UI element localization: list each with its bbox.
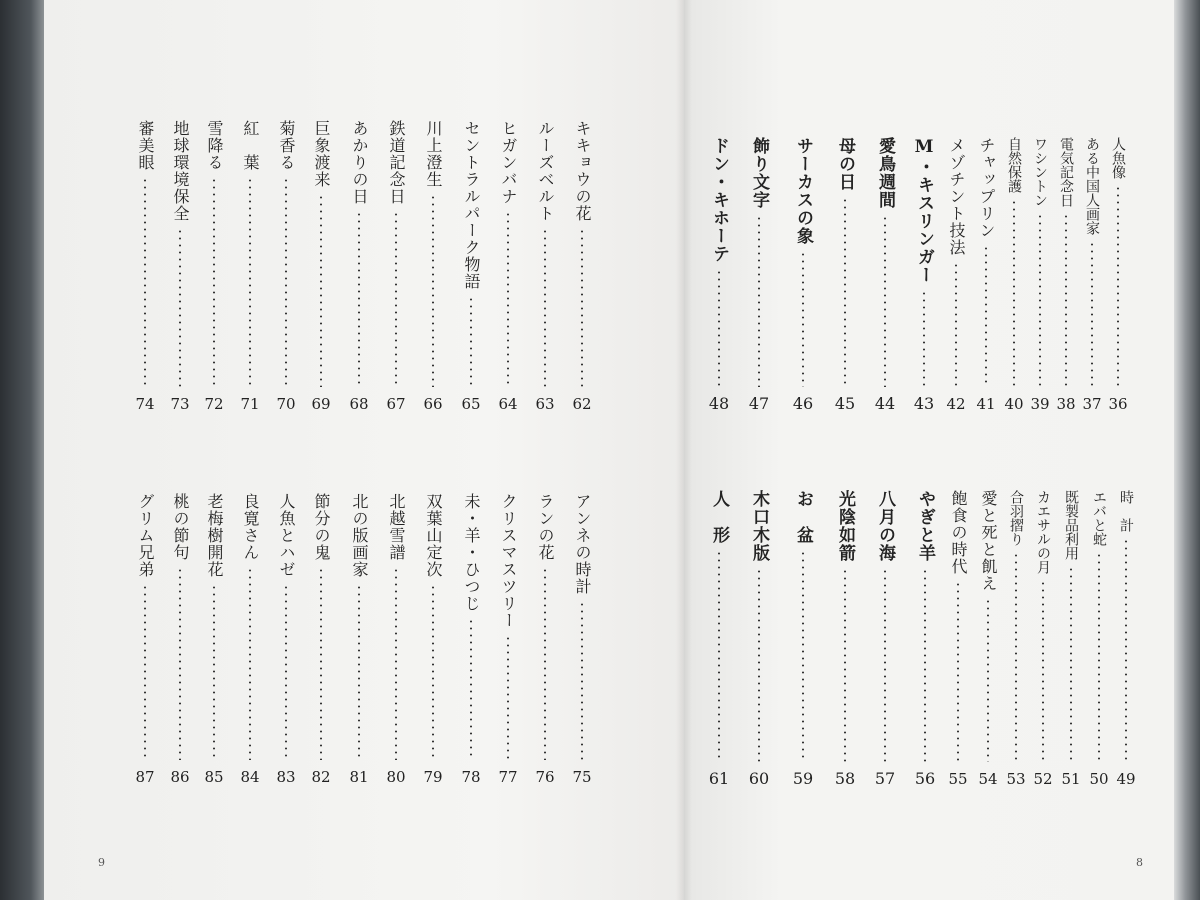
toc-entry: [169, 493, 191, 786]
dot-leader: [924, 568, 926, 762]
toc-entry-page-number: 54: [978, 770, 998, 788]
toc-entry-page-number: 41: [976, 395, 996, 413]
toc-entry-page-number: 84: [240, 768, 260, 786]
dot-leader: [1042, 580, 1044, 762]
dot-leader: [507, 635, 509, 760]
dot-leader: [1013, 199, 1015, 387]
toc-entry-title: アンネの時計: [573, 493, 592, 595]
toc-entry-title: 未・羊・ひつじ: [462, 493, 481, 612]
toc-entry-title: 自然保護: [1006, 137, 1022, 193]
dot-leader: [1065, 213, 1067, 387]
toc-entry: [874, 137, 896, 413]
toc-entry: [169, 120, 191, 413]
toc-entry-title: 鉄道記念日: [387, 120, 406, 205]
toc-entry-title: 雪降る: [205, 120, 224, 171]
toc-entry-page-number: 78: [461, 768, 481, 786]
toc-entry-page-number: 39: [1030, 395, 1050, 413]
toc-entry-title: 桃の節句: [171, 493, 190, 561]
toc-entry-page-number: 69: [311, 395, 331, 413]
dot-leader: [1091, 241, 1093, 387]
dot-leader: [249, 567, 251, 760]
toc-entry-page-number: 55: [948, 770, 968, 788]
toc-entry: [977, 490, 999, 788]
dot-leader: [985, 245, 987, 387]
dot-leader: [507, 211, 509, 387]
toc-entry: [1060, 490, 1082, 788]
toc-entry-title: 老梅樹開花: [205, 493, 224, 578]
toc-entry-title: 審美眼: [136, 120, 155, 171]
toc-entry-title: キキョウの花: [573, 120, 592, 222]
toc-entry-page-number: 58: [834, 769, 856, 788]
toc-entry-page-number: 68: [349, 395, 369, 413]
toc-entry-page-number: 51: [1061, 770, 1081, 788]
toc-entry: [914, 490, 936, 788]
toc-entry-title: グリム兄弟: [136, 493, 155, 578]
toc-entry-title: 光陰如箭: [835, 490, 855, 562]
dot-leader: [957, 581, 959, 762]
toc-entry-page-number: 43: [913, 394, 935, 413]
toc-entry-page-number: 82: [311, 768, 331, 786]
toc-entry-page-number: 61: [708, 769, 730, 788]
toc-entry-title: 人 形: [709, 490, 729, 544]
dot-leader: [249, 177, 251, 387]
scanner-background-right: [1174, 0, 1200, 900]
dot-leader: [844, 197, 846, 387]
toc-entry-title: 菊香る: [277, 120, 296, 171]
toc-entry: [239, 120, 261, 413]
toc-entry: [422, 120, 444, 413]
toc-entry: [534, 120, 556, 413]
toc-entry-page-number: 59: [792, 769, 814, 788]
toc-entry: [275, 120, 297, 413]
toc-entry-title: 双葉山定次: [424, 493, 443, 578]
toc-entry: [1003, 137, 1025, 413]
dot-leader: [1125, 538, 1127, 762]
toc-entry-title: ランの花: [536, 493, 555, 561]
toc-entry: [203, 493, 225, 786]
dot-leader: [432, 194, 434, 387]
dot-leader: [544, 567, 546, 760]
toc-entry: [571, 120, 593, 413]
dot-leader: [1098, 552, 1100, 762]
toc-entry-title: お 盆: [793, 490, 813, 544]
toc-entry-page-number: 85: [204, 768, 224, 786]
toc-entry-title: 時 計: [1118, 490, 1134, 532]
toc-entry: [1107, 137, 1129, 413]
dot-leader: [955, 262, 957, 387]
toc-entry: [310, 120, 332, 413]
toc-entry: [748, 137, 770, 413]
dot-leader: [213, 584, 215, 760]
toc-entry-title: やぎと羊: [915, 490, 935, 562]
toc-entry-title: 八月の海: [875, 490, 895, 562]
toc-entry-page-number: 70: [276, 395, 296, 413]
toc-entry: [571, 493, 593, 786]
toc-entry: [792, 490, 814, 788]
toc-entry-title: 北越雪譜: [387, 493, 406, 561]
toc-entry-page-number: 46: [792, 394, 814, 413]
dot-leader: [179, 228, 181, 387]
toc-entry: [134, 120, 156, 413]
toc-entry-title: 既製品利用: [1063, 490, 1079, 560]
dot-leader: [884, 568, 886, 762]
toc-entry-title: ルーズベルト: [536, 120, 555, 222]
toc-entry: [460, 120, 482, 413]
toc-entry-title: 飽食の時代: [949, 490, 968, 575]
toc-entry: [134, 493, 156, 786]
toc-entry-title: クリスマスツリー: [499, 493, 518, 629]
toc-entry-title: 合羽摺り: [1008, 490, 1024, 546]
toc-entry-page-number: 49: [1116, 770, 1136, 788]
dot-leader: [758, 215, 760, 387]
toc-entry: [947, 490, 969, 788]
toc-entry-title: ドン・キホーテ: [709, 137, 729, 263]
dot-leader: [581, 601, 583, 760]
toc-entry-title: サーカスの象: [793, 137, 813, 245]
toc-entry: [239, 493, 261, 786]
toc-entry-title: チャップリン: [977, 137, 996, 239]
toc-entry-page-number: 50: [1089, 770, 1109, 788]
dot-leader: [470, 296, 472, 387]
dot-leader: [1015, 552, 1017, 762]
dot-leader: [581, 228, 583, 387]
toc-entry-page-number: 63: [535, 395, 555, 413]
toc-entry: [310, 493, 332, 786]
toc-entry: [497, 493, 519, 786]
toc-entry-title: ヒガンバナ: [499, 120, 518, 205]
toc-entry-title: あかりの日: [350, 120, 369, 205]
dot-leader: [884, 215, 886, 387]
toc-entry-page-number: 80: [386, 768, 406, 786]
toc-entry-page-number: 40: [1004, 395, 1024, 413]
toc-entry: [708, 490, 730, 788]
toc-entry-page-number: 77: [498, 768, 518, 786]
dot-leader: [395, 211, 397, 387]
toc-entry: [385, 120, 407, 413]
toc-entry-page-number: 57: [874, 769, 896, 788]
toc-entry-title: 飾り文字: [749, 137, 769, 209]
dot-leader: [320, 194, 322, 387]
dot-leader: [987, 598, 989, 762]
toc-entry-title: 巨象渡来: [312, 120, 331, 188]
toc-entry-page-number: 87: [135, 768, 155, 786]
dot-leader: [285, 177, 287, 387]
toc-entry: [1032, 490, 1054, 788]
toc-entry: [874, 490, 896, 788]
dot-leader: [844, 568, 846, 762]
dot-leader: [718, 269, 720, 387]
dot-leader: [1070, 566, 1072, 762]
toc-entry-title: ある中国人画家: [1084, 137, 1100, 235]
toc-entry-page-number: 79: [423, 768, 443, 786]
toc-entry-title: セントラルパーク物語: [462, 120, 481, 290]
toc-entry: [708, 137, 730, 413]
toc-entry: [497, 120, 519, 413]
dot-leader: [144, 177, 146, 387]
toc-entry: [385, 493, 407, 786]
toc-entry-title: 良寛さん: [241, 493, 260, 561]
dot-leader: [1039, 213, 1041, 387]
toc-entry-title: カエサルの月: [1035, 490, 1051, 574]
toc-entry: [275, 493, 297, 786]
toc-entry: [975, 137, 997, 413]
toc-entry: [834, 137, 856, 413]
dot-leader: [432, 584, 434, 760]
book-gutter: [676, 0, 692, 900]
toc-entry-title: 川上澄生: [424, 120, 443, 188]
toc-entry-page-number: 74: [135, 395, 155, 413]
toc-entry: [1029, 137, 1051, 413]
toc-entry-page-number: 81: [349, 768, 369, 786]
toc-entry: [945, 137, 967, 413]
toc-entry-page-number: 67: [386, 395, 406, 413]
toc-entry-page-number: 56: [914, 769, 936, 788]
toc-entry: [203, 120, 225, 413]
toc-entry-page-number: 60: [748, 769, 770, 788]
left-page-number: 9: [98, 856, 105, 869]
dot-leader: [285, 584, 287, 760]
toc-entry-page-number: 47: [748, 394, 770, 413]
toc-entry-page-number: 38: [1056, 395, 1076, 413]
dot-leader: [802, 550, 804, 762]
toc-entry: [792, 137, 814, 413]
toc-entry-page-number: 65: [461, 395, 481, 413]
toc-entry-page-number: 66: [423, 395, 443, 413]
toc-entry-title: 節分の鬼: [312, 493, 331, 561]
toc-entry-title: 北の版画家: [350, 493, 369, 578]
dot-leader: [758, 568, 760, 762]
dot-leader: [358, 584, 360, 760]
dot-leader: [395, 567, 397, 760]
toc-entry-title: メゾチント技法: [947, 137, 966, 256]
toc-entry-title: 人魚像: [1110, 137, 1126, 179]
toc-entry-title: 人魚とハゼ: [277, 493, 296, 578]
toc-entry-page-number: 83: [276, 768, 296, 786]
toc-entry-title: 紅 葉: [241, 120, 260, 171]
toc-entry: [1005, 490, 1027, 788]
toc-entry-page-number: 86: [170, 768, 190, 786]
toc-entry-page-number: 62: [572, 395, 592, 413]
toc-entry-title: 木口木版: [749, 490, 769, 562]
toc-entry: [422, 493, 444, 786]
toc-entry: [348, 493, 370, 786]
toc-entry-page-number: 37: [1082, 395, 1102, 413]
toc-entry-title: 電気記念日: [1058, 137, 1074, 207]
dot-leader: [1117, 185, 1119, 387]
toc-entry-page-number: 71: [240, 395, 260, 413]
toc-entry-title: ワシントン: [1032, 137, 1048, 207]
right-page-number: 8: [1136, 856, 1143, 869]
toc-entry-title: 愛と死と飢え: [979, 490, 998, 592]
toc-entry-title: 母の日: [835, 137, 855, 191]
toc-entry-page-number: 42: [946, 395, 966, 413]
dot-leader: [718, 550, 720, 762]
toc-entry-page-number: 52: [1033, 770, 1053, 788]
toc-entry: [460, 493, 482, 786]
toc-entry: [1081, 137, 1103, 413]
toc-entry: [748, 490, 770, 788]
toc-entry: [1115, 490, 1137, 788]
toc-entry-title: M・キスリンガー: [914, 137, 934, 284]
toc-entry: [913, 137, 935, 413]
toc-entry: [534, 493, 556, 786]
toc-entry-page-number: 48: [708, 394, 730, 413]
dot-leader: [470, 618, 472, 760]
dot-leader: [320, 567, 322, 760]
scanner-background-left: [0, 0, 44, 900]
toc-entry: [348, 120, 370, 413]
dot-leader: [923, 290, 925, 387]
dot-leader: [802, 251, 804, 387]
toc-entry-page-number: 75: [572, 768, 592, 786]
dot-leader: [213, 177, 215, 387]
toc-entry-page-number: 76: [535, 768, 555, 786]
toc-entry-page-number: 73: [170, 395, 190, 413]
toc-entry-page-number: 45: [834, 394, 856, 413]
toc-entry-title: 地球環境保全: [171, 120, 190, 222]
toc-entry: [834, 490, 856, 788]
toc-entry-title: 愛鳥週間: [875, 137, 895, 209]
dot-leader: [544, 228, 546, 387]
toc-entry-page-number: 72: [204, 395, 224, 413]
toc-entry-page-number: 44: [874, 394, 896, 413]
dot-leader: [144, 584, 146, 760]
dot-leader: [358, 211, 360, 387]
toc-entry-title: エバと蛇: [1091, 490, 1107, 546]
toc-entry-page-number: 64: [498, 395, 518, 413]
toc-entry-page-number: 53: [1006, 770, 1026, 788]
toc-entry-page-number: 36: [1108, 395, 1128, 413]
toc-entry: [1088, 490, 1110, 788]
dot-leader: [179, 567, 181, 760]
toc-entry: [1055, 137, 1077, 413]
